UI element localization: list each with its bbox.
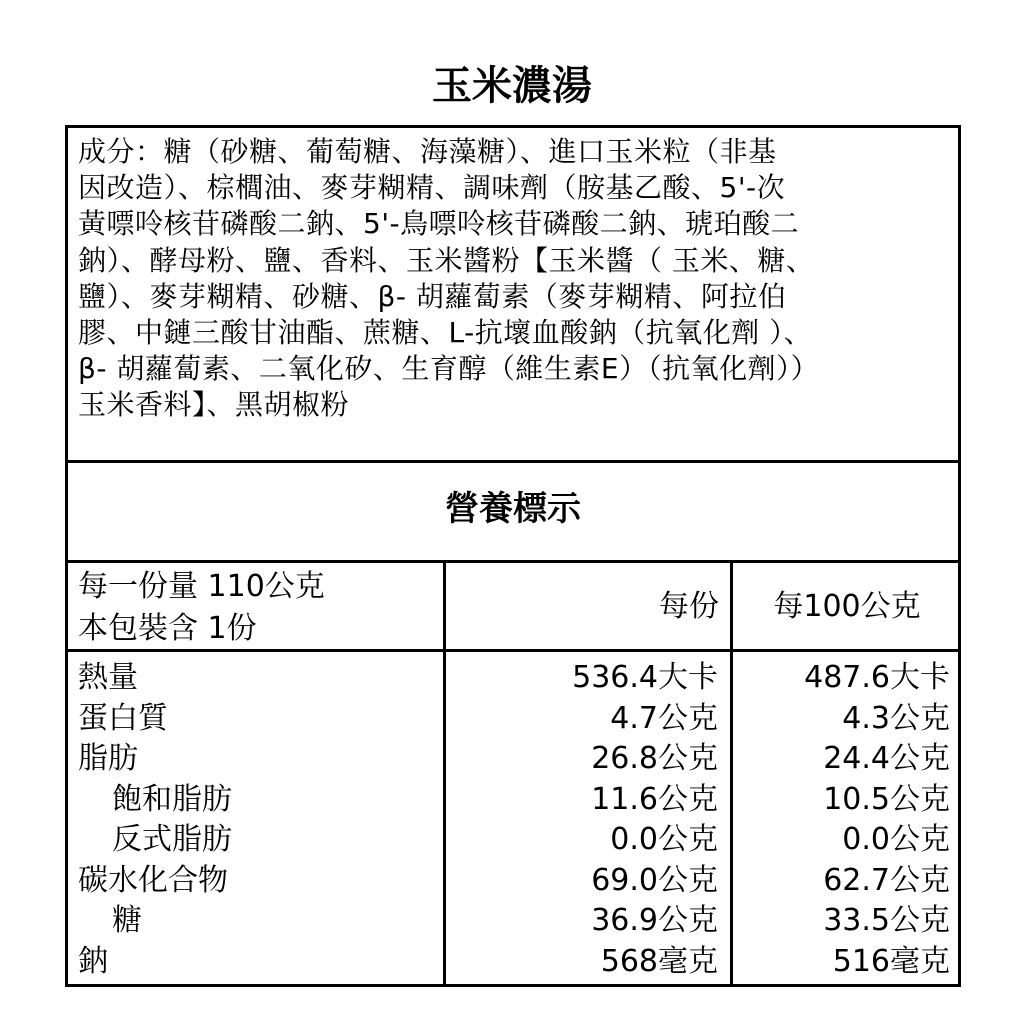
ingredients-line: 鹽）、麥芽糊精、砂糖、β- 胡蘿蔔素（麥芽糊精、阿拉伯 [78, 279, 787, 313]
nutrition-row-saturated-fat [68, 780, 958, 821]
nutrient-label: 碳水化合物 [78, 862, 228, 898]
column-header-per-100g: 每100公克 [773, 589, 921, 624]
nutrition-row-trans-fat [68, 820, 958, 861]
per-100g-value: 0.0公克 [842, 822, 950, 857]
nutrient-label: 反式脂肪 [112, 822, 232, 857]
nutrition-row-sugar [68, 901, 958, 942]
nutrition-row-protein [68, 699, 958, 740]
nutrient-label: 飽和脂肪 [112, 781, 232, 817]
per-serving-value: 4.7公克 [610, 700, 718, 736]
nutrition-row-sodium [68, 942, 958, 983]
ingredients-line: β- 胡蘿蔔素、二氧化矽、生育醇（維生素E）（抗氧化劑）） [78, 352, 820, 386]
per-100g-value: 4.3公克 [842, 700, 950, 736]
nutrition-row-calories [68, 658, 958, 699]
column-header-per-serving: 每份 [659, 589, 719, 624]
per-100g-value: 516毫克 [832, 943, 950, 979]
per-serving-value: 26.8公克 [591, 741, 718, 776]
nutrient-label: 熱量 [78, 660, 138, 695]
nutrient-label: 蛋白質 [78, 700, 168, 736]
ingredients-line: 玉米香料】、黑胡椒粉 [78, 388, 350, 422]
header-divider [68, 649, 958, 652]
servings-per-package: 本包裝含 1份 [78, 611, 257, 646]
per-100g-value: 62.7公克 [823, 862, 950, 898]
nutrient-label: 脂肪 [78, 741, 138, 776]
per-100g-value: 487.6大卡 [804, 660, 950, 695]
label-box [65, 125, 961, 987]
ingredients-text [78, 134, 954, 424]
nutrient-label: 糖 [112, 903, 142, 938]
per-serving-value: 0.0公克 [610, 822, 718, 857]
per-100g-value: 10.5公克 [823, 781, 950, 817]
per-100g-value: 24.4公克 [823, 741, 950, 776]
ingredients-line: 鈉）、酵母粉、鹽、香料、玉米醬粉【玉米醬（ 玉米、糖、 [78, 243, 815, 277]
per-serving-value: 69.0公克 [591, 862, 718, 898]
ingredients-line: 因改造）、棕櫚油、麥芽糊精、調味劑（胺基乙酸、5'-次 [78, 171, 786, 205]
serving-info [78, 566, 325, 650]
ingredients-line: 成分：糖（砂糖、葡萄糖、海藻糖）、進口玉米粒（非基 [78, 135, 777, 168]
nutrient-label: 鈉 [78, 943, 108, 979]
nutrition-title: 營養標示 [445, 489, 581, 529]
per-serving-value: 11.6公克 [591, 781, 718, 817]
per-serving-value: 568毫克 [600, 943, 718, 979]
per-100g-value: 33.5公克 [823, 903, 950, 938]
ingredients-line: 膠、中鏈三酸甘油酯、蔗糖、L-抗壞血酸鈉（抗氧化劑 ）、 [78, 316, 813, 350]
nutrition-row-fat [68, 739, 958, 780]
ingredients-divider [68, 460, 958, 463]
ingredients-line: 黃嘌呤核苷磷酸二鈉、5'-鳥嘌呤核苷磷酸二鈉、琥珀酸二 [78, 207, 800, 241]
serving-size: 每一份量 110公克 [78, 569, 325, 604]
nutrition-rows [68, 658, 958, 982]
nutrition-row-carbohydrate [68, 861, 958, 902]
product-title: 玉米濃湯 [432, 63, 592, 109]
per-serving-value: 536.4大卡 [572, 660, 718, 695]
per-serving-value: 36.9公克 [591, 903, 718, 938]
